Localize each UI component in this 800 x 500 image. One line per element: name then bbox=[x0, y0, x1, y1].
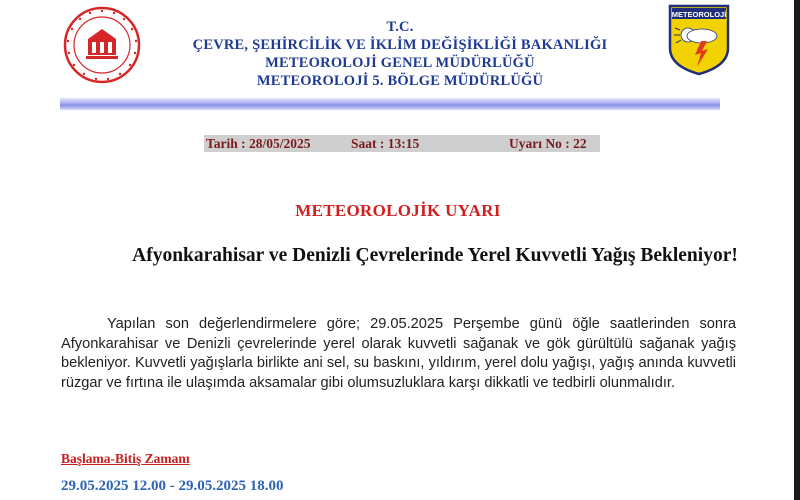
info-bar bbox=[204, 135, 600, 152]
warning-title: METEOROLOJİK UYARI bbox=[295, 201, 501, 220]
warning-body: Yapılan son değerlendirmelere göre; 29.05.2025 Perşembe günü öğle saatlerinden sonra Afyonkarahisar ve Denizli çevrelerinde yerel olarak kuvvetli sağanak ve gök gürültülü sağanak yağış bekleniyor. Kuvvetli yağışlarla birlikte ani sel, su baskını, yıldırım, yerel dolu yağışı, yağış anında kuvvetli rüzgar ve fırtına ile ulaşımda aksamalar gibi olumsuzluklara karşı dikkatli ve tedbirli olunmalıdır. bbox=[61, 316, 736, 391]
logo-text: METEOROLOJİ bbox=[671, 10, 727, 19]
ministry-seal-icon bbox=[62, 5, 142, 85]
header-line-regional-directorate: METEOROLOJİ 5. BÖLGE MÜDÜRLÜĞÜ bbox=[256, 73, 544, 89]
page-edge bbox=[794, 0, 800, 500]
header-line-ministry: ÇEVRE, ŞEHİRCİLİK VE İKLİM DEĞİŞİKLİĞİ BAKANLIĞI bbox=[192, 37, 608, 53]
info-warning-number: Uyarı No : 22 bbox=[509, 136, 587, 151]
meteoroloji-logo-icon bbox=[668, 4, 730, 76]
info-time: Saat : 13:15 bbox=[351, 136, 420, 151]
header-line-tc: T.C. bbox=[386, 19, 414, 35]
header-line-general-directorate: METEOROLOJİ GENEL MÜDÜRLÜĞÜ bbox=[265, 55, 535, 71]
header-divider-band bbox=[60, 98, 720, 110]
document-header bbox=[150, 18, 650, 90]
timeframe-label: Başlama-Bitiş Zamanı bbox=[61, 451, 190, 466]
timeframe-value: 29.05.2025 12.00 - 29.05.2025 18.00 bbox=[61, 478, 284, 494]
info-date: Tarih : 28/05/2025 bbox=[206, 136, 311, 151]
warning-headline: Afyonkarahisar ve Denizli Çevrelerinde Yerel Kuvvetli Yağış Bekleniyor! bbox=[132, 245, 738, 266]
